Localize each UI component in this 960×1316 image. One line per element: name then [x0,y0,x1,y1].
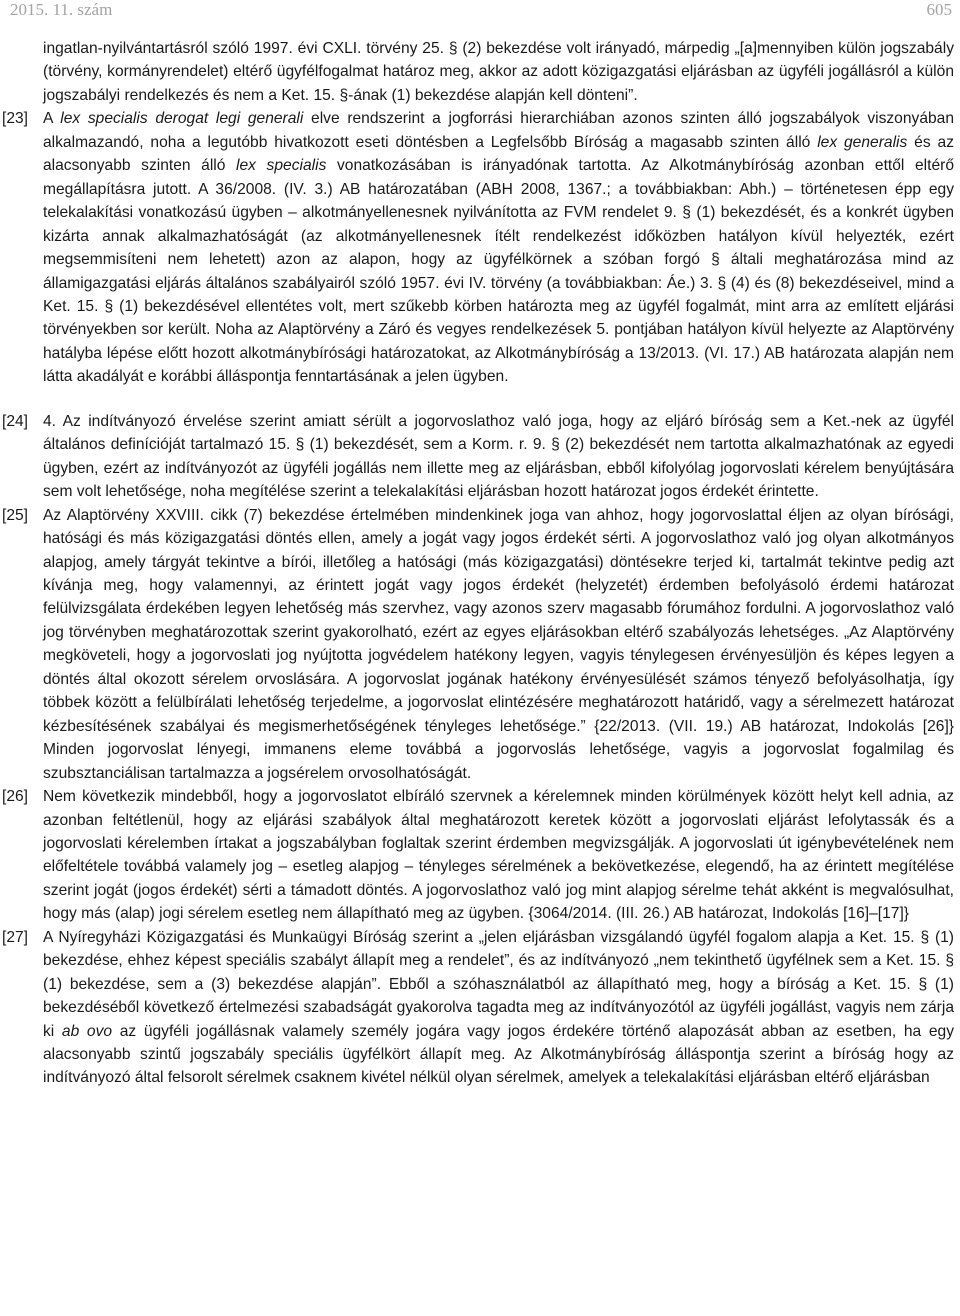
page-header [0,0,960,24]
paragraph [0,504,960,785]
paragraph-text: A Nyíregyházi Közigazgatási és Munkaügyi Bíróság szerint a „jelen eljárásban vizsgálandó ügyfél fogalom alapja a Ket. 15. § (1) bekezdése, ehhez képest speciális szabályt állapít meg a rendelet”, és az indítványozó „nem tekinthető ügyfélnek sem a Ket. 15. § (1) bekezdése, sem a (3) bekezdése alapján”. Ebből a szóhasználatból az állapítható meg, hogy a bíróság a Ket. 15. § (1) bekezdéséből következő értelmezési szabadságát gyakorolva tagadta meg az indítványozótól az ügyféli jogállást, vagyis nem zárja ki [43,928,954,1040]
paragraph-number: [24] [2,412,29,430]
paragraph-text: Nem következik mindebből, hogy a jogorvoslatot elbíráló szervnek a kérelemnek minden körülmények között helyt kell adnia, az azonban feltétlenül, hogy az eljárási szabályok által meghatározott keretek között a jogorvoslati eljárást lefolytassák és a jogorvoslati kérelemben írtakat a jogszabályban foglaltak szerint érdemben megvizsgálják. A jogorvoslati út igénybevételének nem előfeltétele továbbá valamely jog – esetleg alapjog – tényleges sérelmének a bekövetkezése, elegendő, ha az érintett megítélése szerint jogát (jogos érdekét) sérti a támadott döntés. A jogorvoslathoz való jog mint alapjog sérelme tehát akként is megvalósulhat, hogy más (alap) jogi sérelem esetleg nem állapítható meg az ügyben. {3064/2014. (III. 26.) AB határozat, Indokolás [16]–[17]} [43,788,954,923]
document-body [0,37,960,1090]
paragraph-number: [26] [2,788,29,806]
italic-term: lex generalis [817,133,908,151]
paragraph [0,785,960,926]
paragraph-text: Az Alaptörvény XXVIII. cikk (7) bekezdése értelmében mindenkinek joga van ahhoz, hogy jogorvoslattal éljen az olyan bírósági, hatósági és más közigazgatási döntés ellen, amely a jogát vagy jogos érdekét sérti. A jogorvoslathoz való jog olyan alkotmányos alapjog, amely tárgyát tekintve a bírói, illetőleg a hatósági (más közigazgatási) döntésekre terjed ki, tartalmát tekintve pedig azt kívánja meg, hogy valamennyi, az érintett jogát vagy jogos érdekét (helyzetét) érdemben befolyásoló érdemi határozat felülvizsgálata érdekében legyen lehetőség más szervhez, vagy azonos szerv magasabb fórumához fordulni. A jogorvoslathoz való jog törvényben meghatározottak szerint gyakorolható, ezért az egyes eljárásokban eltérő szabályozás lehetséges. „Az Alaptörvény megköveteli, hogy a jogorvoslati jog nyújtotta jogvédelem hatékony legyen, vagyis ténylegesen érvényesüljön és képes legyen a döntés által okozott sérelem orvoslására. A jogorvoslat jogának hatékony érvényesülését számos tényező befolyásolhatja, így többek között a felülbírálati lehetőség terjedelme, a jogorvoslat elintézésére meghatározott határidő, vagy a sérelmezett határozat kézbesítésének szabályai és megismerhetőségének tényleges lehetősége.” {22/2013. (VII. 19.) AB határozat, Indokolás [26]} Minden jogorvoslat lényegi, immanens eleme továbbá a jogorvoslás lehetősége, vagyis a jogorvoslat fogalmilag és szubsztanciálisan tartalmazza a jogsérelem orvosolhatóságát. [43,506,954,782]
paragraph-text: az ügyféli jogállásnak valamely személy jogára vagy jogos érdekére történő alapozását abban az esetben, ha egy alacsonyabb szintű jogszabály speciális ügyfélkört állapít meg. Az Alkotmánybíróság álláspontja szerint a bíróság hogy az indítványozó által felsorolt sérelmek csaknem kivétel nélkül olyan sérelmek, amelyek a telekalakítási eljárásban eltérő eljárásban [43,1022,954,1087]
italic-term: lex specialis [236,157,327,175]
paragraph-number: [27] [2,928,29,946]
paragraph-number: [25] [2,506,29,524]
paragraph-text: vonatkozásában is irányadónak tartotta. Az Alkotmánybíróság azonban ettől eltérő megállapításra jutott. A 36/2008. (IV. 3.) AB határozatában (ABH 2008, 1367.; a továbbiakban: Abh.) – történetesen épp egy telekalakítási vonatkozású ügyben – alkotmányellenesnek nyilvánította az FVM rendelet 9. § (1) bekezdését, és a konkrét ügyben kizárta annak alkalmazhatóságát (az alkotmányellenesnek ítélt rendelkezést időközben hatályon kívül helyezték, ezért megsemmisíteni nem lehetett) azon az alapon, hogy az ügyfélkörnek a szóban forgó § általi meghatározása mind az államigazgatási eljárás általános szabályairól szóló 1957. évi IV. törvény (a továbbiakban: Áe.) 3. § (4) és (8) bekezdéseivel, mind a Ket. 15. § (1) bekezdésével ellentétes volt, mert szűkebb körben határozta meg az ügyfél fogalmát, mint arra az említett eljárási törvényekben sor került. Noha az Alaptörvény a Záró és vegyes rendelkezések 5. pontjában hatályon kívül helyezte az Alaptörvény hatályba lépése előtt hozott alkotmánybírósági határozatokat, az Alkotmánybíróság a 13/2013. (VI. 17.) AB határozata alapján nem látta akadályát e korábbi álláspontja fenntartásának a jelen ügyben. [43,157,954,386]
paragraph [0,37,960,107]
paragraph-text: A [43,110,61,128]
paragraph-text: és az alacsonyabb szinten álló [43,133,954,175]
italic-term: ab ovo [61,1022,113,1040]
issue-date: 2015. 11. szám [10,0,113,19]
paragraph-text: elve rendszerint a jogforrási hierarchiában azonos szinten álló jogszabályok viszonyában alkalmazandó, noha a legutóbb hivatkozott eseti döntésben a Legfelsőbb Bíróság a magasabb szinten álló [43,110,955,151]
paragraph-number: [23] [2,110,29,128]
paragraph [0,926,960,1090]
paragraph-text: ingatlan-nyilvántartásról szóló 1997. évi CXLI. törvény 25. § (2) bekezdése volt irányadó, márpedig „[a]mennyiben külön jogszabály (törvény, kormányrendelet) eltérő ügyfélfogalmat határoz meg, akkor az adott közigazgatási eljárásban az ügyféli jogállásról a külön jogszabályi rendelkezés és nem a Ket. 15. §-ának (1) bekezdése alapján kell dönteni”. [43,40,954,104]
italic-term: lex specialis derogat legi generali [60,110,304,128]
paragraph [0,107,960,388]
paragraph-text: 4. Az indítványozó érvelése szerint amiatt sérült a jogorvoslathoz való joga, hogy az eljáró bíróság sem a Ket.-nek az ügyfél általános definícióját tartalmazó 15. § (1) bekezdését, sem a Korm. r. 9. § (2) bekezdését nem tartotta alkalmazhatónak az egyedi ügyben, ezért az indítványozót az ügyféli jogállás nem illette meg az eljárásban, ebből kifolyólag jogorvoslati kérelem benyújtására sem volt lehetősége, noha megítélése szerint a telekalakítási eljárásban hozott határozat jogos érdekét érintette. [43,412,954,501]
paragraph [0,410,960,504]
page-number: 605 [926,0,952,19]
